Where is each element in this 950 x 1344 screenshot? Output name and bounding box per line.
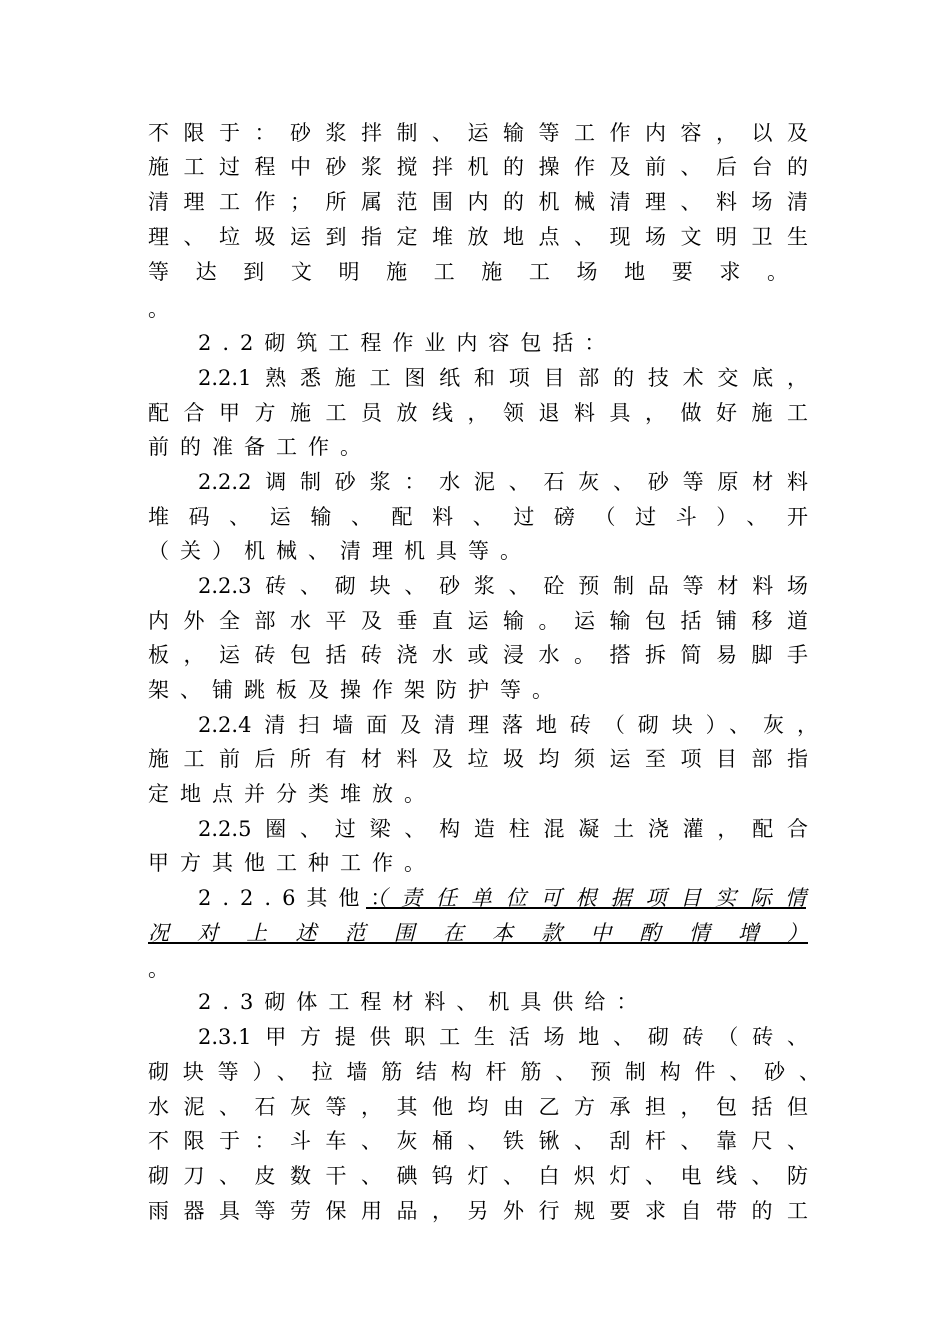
text-line: 施工前后所有材料及垃圾均须运至项目部指: [148, 747, 808, 771]
text-line: 砌刀、皮数干、碘钨灯、白炽灯、电线、防: [148, 1164, 808, 1188]
underlined-note: 况对上述范围在本款中酌情增）: [148, 921, 808, 945]
text-line: 架、铺跳板及操作架防护等。: [148, 678, 564, 702]
text-line: 2.2.5圈、过梁、构造柱混凝土浇灌，配合: [198, 817, 808, 841]
section-heading: 2.3砌体工程材料、机具供给：: [198, 990, 649, 1014]
text-line: 堆码、运输、配料、过磅（过斗）、开: [148, 505, 808, 529]
text-line: 2.2.4清扫墙面及清理落地砖（砌块）、灰，: [198, 713, 818, 737]
text-line: 2.2.1熟悉施工图纸和项目部的技术交底，: [198, 366, 808, 390]
text-line: 清理工作；所属范围内的机械清理、料场清: [148, 190, 808, 214]
text-line: 甲方其他工种工作。: [148, 851, 436, 875]
text-line: 内外全部水平及垂直运输。运输包括铺移道: [148, 609, 808, 633]
text-line: （关）机械、清理机具等。: [148, 539, 532, 563]
text-line: 板，运砖包括砖浇水或浸水。搭拆简易脚手: [148, 643, 808, 667]
text-line: 施工过程中砂浆搅拌机的操作及前、后台的: [148, 155, 808, 179]
underlined-note: （责任单位可根据项目实际情: [366, 886, 806, 910]
text-line: 雨器具等劳保用品，另外行规要求自带的工: [148, 1199, 808, 1223]
text-line: 2.2.2调制砂浆：水泥、石灰、砂等原材料: [198, 470, 808, 494]
text-line: 。: [148, 957, 169, 981]
text-line: 配合甲方施工员放线，领退料具，做好施工: [148, 401, 808, 425]
text-line: 2.2.3砖、砌块、砂浆、砼预制品等材料场: [198, 574, 808, 598]
text-line: 。: [148, 297, 169, 321]
section-heading: 2.2砌筑工程作业内容包括：: [198, 331, 617, 355]
text-line: 水泥、石灰等，其他均由乙方承担，包括但: [148, 1095, 808, 1119]
text-line: 前的准备工作。: [148, 435, 372, 459]
text-line: 不限于：斗车、灰桶、铁锹、刮杆、靠尺、: [148, 1129, 808, 1153]
text-line: 定地点并分类堆放。: [148, 782, 436, 806]
text-line: 2.2.6其他：: [198, 886, 403, 910]
text-line: 砌块等）、拉墙筋结构杆筋、预制构件、砂、: [148, 1060, 820, 1084]
text-line: 不限于：砂浆拌制、运输等工作内容，以及: [148, 121, 808, 145]
text-line: 2.3.1甲方提供职工生活场地、砌砖（砖、: [198, 1025, 808, 1049]
text-line: 等达到文明施工施工场地要求。: [148, 260, 788, 284]
text-line: 理、垃圾运到指定堆放地点、现场文明卫生: [148, 225, 808, 249]
